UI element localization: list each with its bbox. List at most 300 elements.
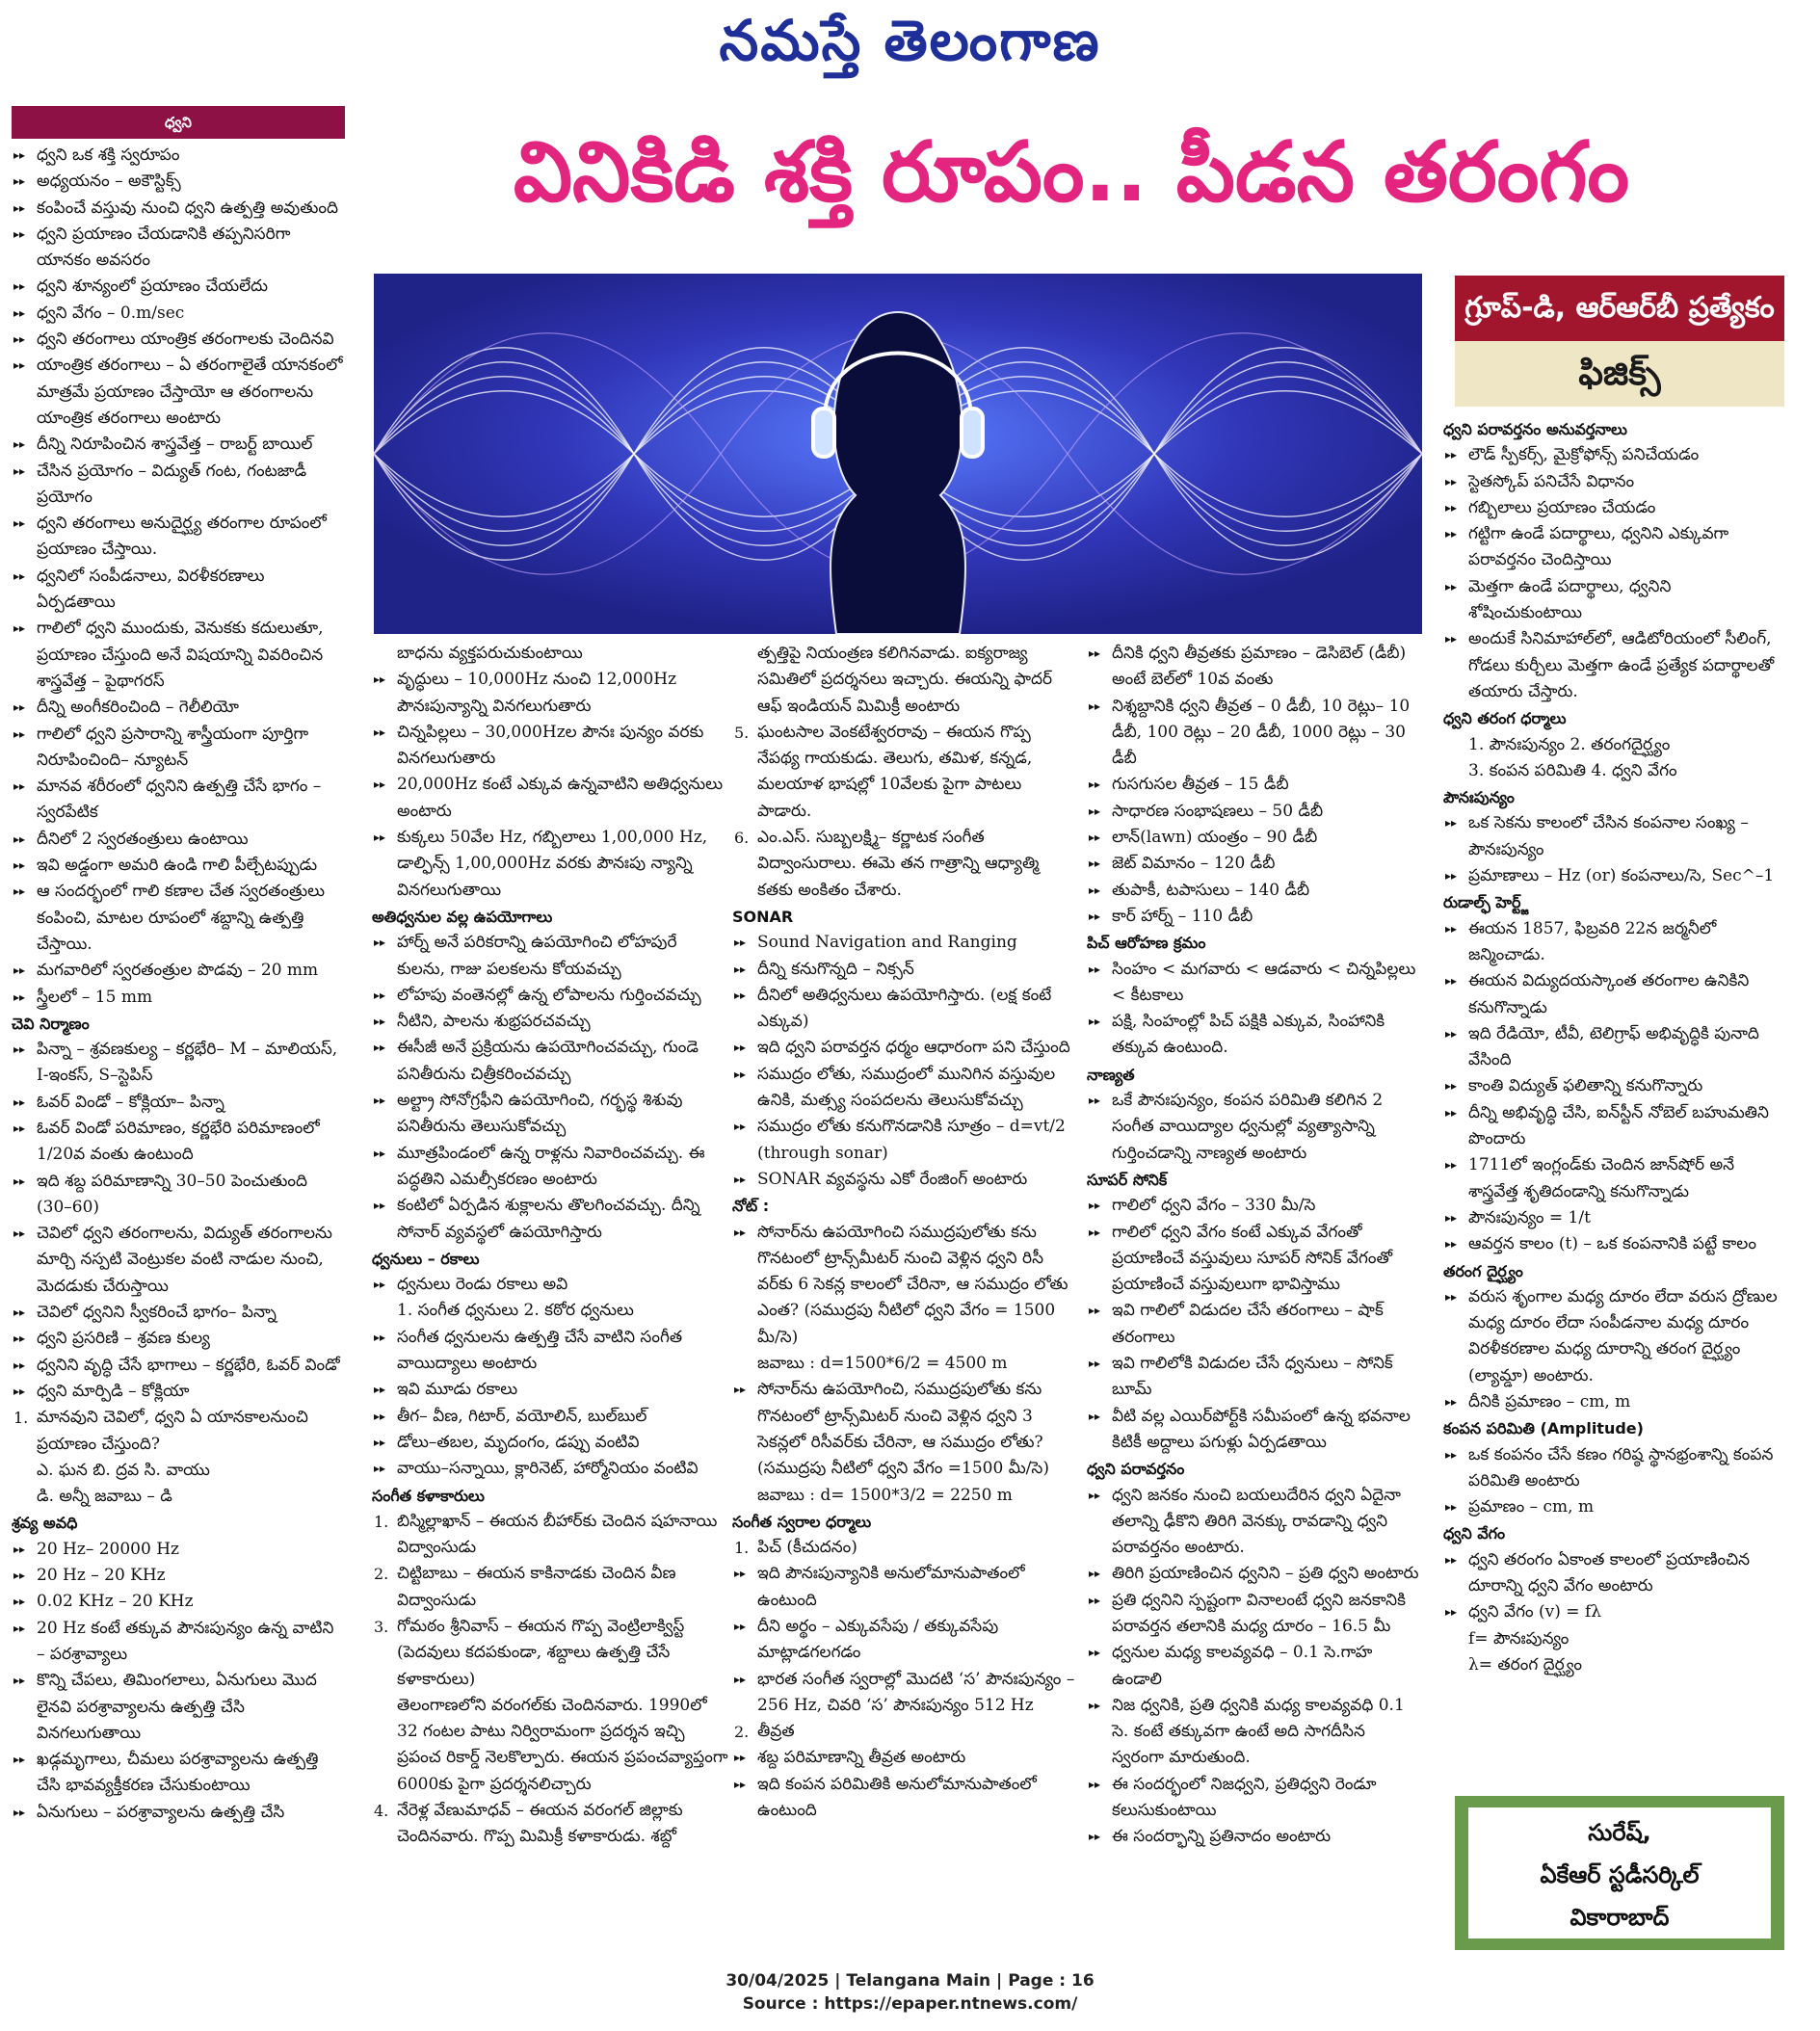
item-text: చిట్టిబాబు – ఈయన కాకినాడకు చెందిన వీణ విద్వాంసుడు — [397, 1564, 676, 1610]
double-chevron-bullet-icon: ▸▸ — [13, 568, 26, 583]
item-text: తీవ్రత — [757, 1722, 795, 1742]
bullet-item — [12, 1169, 345, 1222]
bullet-item — [1087, 799, 1422, 825]
item-text: నీటిని, పాలను శుభ్రపరచవచ్చు — [397, 1012, 591, 1032]
double-chevron-bullet-icon: ▸▸ — [13, 1174, 26, 1188]
double-chevron-bullet-icon: ▸▸ — [1445, 921, 1458, 936]
item-text: ధ్వని వేగం (v) = fλ — [1468, 1602, 1602, 1622]
item-text: గబ్బిలాలు ప్రయాణం చేయడం — [1468, 497, 1656, 517]
double-chevron-bullet-icon: ▸▸ — [1445, 1026, 1458, 1041]
bullet-item — [12, 1300, 345, 1326]
item-text: ఇది కంపన పరిమితికి అనులోమానుపాతంలో ఉంటుంది — [757, 1774, 1037, 1821]
double-chevron-bullet-icon: ▸▸ — [374, 1383, 386, 1397]
bullet-item — [1443, 916, 1784, 969]
bullet-item — [372, 1325, 728, 1378]
item-text: అందుకే సినిమాహాల్‌లో, ఆడిటోరియంలో సీలింగ్‌, గోడలు కుర్చీలు మెత్తగా ఉండే ప్రత్యేక పదార్థాలతో తయారు చేస్తారు. — [1468, 629, 1775, 701]
double-chevron-bullet-icon: ▸▸ — [1089, 778, 1101, 792]
bullet-item — [1443, 574, 1784, 627]
bullet-item — [12, 511, 345, 564]
double-chevron-bullet-icon: ▸▸ — [13, 332, 26, 347]
item-text: ఇది ధ్వని పరావర్తన ధర్మం ఆధారంగా పని చేస్తుంది — [757, 1038, 1070, 1058]
item-text: ఈ సందర్భంలో నిజధ్వని, ప్రతిధ్వని రెండూ కలుసుకుంటాయి — [1112, 1774, 1377, 1821]
item-number: 1. — [13, 1409, 29, 1428]
bullet-item — [732, 1035, 1077, 1061]
bullet-item — [372, 667, 728, 720]
double-chevron-bullet-icon: ▸▸ — [13, 1542, 26, 1556]
double-chevron-bullet-icon: ▸▸ — [1445, 1237, 1458, 1252]
item-text: సముద్రం లోతు, సముద్రంలో మునిగిన వస్తువుల ఉనికి, మత్స్య సంపదలను తెలుసుకోవచ్చు — [757, 1064, 1056, 1111]
double-chevron-bullet-icon: ▸▸ — [734, 1777, 747, 1791]
double-chevron-bullet-icon: ▸▸ — [1089, 1409, 1101, 1423]
bullet-item — [1087, 1404, 1422, 1457]
column-body — [12, 143, 345, 1826]
bullet-item — [12, 353, 345, 432]
column-body — [372, 641, 728, 1851]
bullet-item — [1087, 1298, 1422, 1351]
bullet-item — [1443, 1599, 1784, 1625]
numbered-item — [372, 1561, 728, 1614]
item-text: డోలు–తబల, మృదంగం, డప్పు వంటివి — [397, 1432, 640, 1452]
item-text: యాంత్రిక తరంగాలు – ఏ తరంగాలైతే యానకంలో మాత్రమే ప్రయాణం చేస్తాయో ఆ తరంగాలను యాంత్రిక తరంగాలు అంటారు — [37, 356, 343, 428]
item-text: మెత్తగా ఉండే పదార్థాలు, ధ్వనిని శోషించుకుంటాయి — [1468, 576, 1672, 623]
head-silhouette — [831, 312, 965, 634]
double-chevron-bullet-icon: ▸▸ — [374, 1041, 386, 1055]
double-chevron-bullet-icon: ▸▸ — [374, 1199, 386, 1213]
double-chevron-bullet-icon: ▸▸ — [734, 1619, 747, 1633]
bullet-item — [12, 1668, 345, 1747]
double-chevron-bullet-icon: ▸▸ — [13, 1042, 26, 1057]
bullet-item — [732, 1377, 1077, 1482]
bullet-item — [12, 564, 345, 617]
bullet-item — [12, 853, 345, 879]
item-text: శబ్ద పరిమాణాన్ని తీవ్రత అంటారు — [757, 1748, 966, 1768]
text-column-1 — [12, 106, 345, 1967]
bullet-item — [1443, 1021, 1784, 1074]
bullet-item — [1087, 1588, 1422, 1641]
double-chevron-bullet-icon: ▸▸ — [13, 358, 26, 373]
numbered-item — [732, 1535, 1077, 1561]
column-body — [1443, 416, 1784, 1678]
item-text: వీటి వల్ల ఎయిర్‌పోర్ట్‌కి సమీపంలో ఉన్న భవనాల కిటికీ అద్దాలు పగుళ్లు ఏర్పడతాయి — [1112, 1406, 1411, 1452]
bullet-item — [372, 1009, 728, 1035]
item-number: 4. — [374, 1802, 389, 1821]
bullet-item — [1087, 1640, 1422, 1693]
item-text: ధ్వని శూన్యంలో ప్రయాణం చేయలేదు — [37, 277, 269, 297]
bullet-item — [12, 1221, 345, 1300]
double-chevron-bullet-icon: ▸▸ — [734, 962, 747, 976]
double-chevron-bullet-icon: ▸▸ — [1445, 1158, 1458, 1173]
bullet-item — [372, 772, 728, 825]
item-text: తీగ– వీణ, గిటార్‌, వయోలిన్‌, బుల్‌బుల్‌ — [397, 1406, 647, 1426]
item-text: ఇవి గాలిలోకి విడుదల చేసే ధ్వనులు – సోనిక్‌ బూమ్‌ — [1112, 1354, 1393, 1400]
sound-wave-headphones-photo — [374, 274, 1422, 634]
bullet-item — [12, 879, 345, 958]
double-chevron-bullet-icon: ▸▸ — [734, 1383, 747, 1397]
bullet-item — [1087, 1193, 1422, 1219]
bullet-item — [372, 1404, 728, 1430]
column-body — [1087, 641, 1422, 1851]
item-text: 20,000Hz కంటే ఎక్కువ ఉన్నవాటిని అతిధ్వనులు అంటారు — [397, 775, 724, 821]
double-chevron-bullet-icon: ▸▸ — [374, 1462, 386, 1476]
subject-label: ఫిజిక్స్‌ — [1455, 341, 1784, 407]
item-text: ఈసీజీ అనే ప్రక్రియను ఉపయోగించవచ్చు, గుండె పనితీరును చిత్రీకరించవచ్చు — [397, 1038, 699, 1084]
bullet-item — [1443, 1152, 1784, 1205]
double-chevron-bullet-icon: ▸▸ — [13, 858, 26, 873]
author-org: ఏకేఆర్‌ స్టడీసర్కిల్‌ — [1540, 1861, 1700, 1888]
item-text: దీనిలో 2 స్వరతంత్రులు ఉంటాయి — [37, 829, 249, 849]
double-chevron-bullet-icon: ▸▸ — [1445, 474, 1458, 488]
double-chevron-bullet-icon: ▸▸ — [1089, 699, 1101, 713]
text-line: డి. అన్నీ జవాబు – డి — [37, 1487, 172, 1507]
item-text: ధ్వని తరంగాలు యాంత్రిక తరంగాలకు చెందినవి — [37, 330, 334, 350]
text-line: జవాబు : d=1500*6/2 = 4500 m — [757, 1354, 1008, 1374]
item-text: గాలిలో ధ్వని వేగం – 330 మీ/సె — [1112, 1196, 1316, 1216]
bullet-item — [1087, 641, 1422, 694]
double-chevron-bullet-icon: ▸▸ — [1445, 1105, 1458, 1120]
double-chevron-bullet-icon: ▸▸ — [374, 936, 386, 950]
item-text: ధ్వనులు రెండు రకాలు అవి — [397, 1275, 568, 1295]
double-chevron-bullet-icon: ▸▸ — [734, 1120, 747, 1134]
double-chevron-bullet-icon: ▸▸ — [13, 1674, 26, 1688]
double-chevron-bullet-icon: ▸▸ — [13, 200, 26, 215]
item-text: మగవారిలో స్వరతంత్రుల పొడవు – 20 mm — [37, 961, 319, 981]
item-text: నేరెళ్ల వేణుమాధవ్‌ – ఈయన వరంగల్‌ జిల్లాకు చెందినవారు. గొప్ప మిమిక్రీ కళాకారుడు. శబ్దో — [397, 1801, 683, 1847]
bullet-item — [1087, 904, 1422, 930]
item-text: ఖడ్గమృగాలు, చీమలు పరశ్రావ్యాలను ఉత్పత్తి చేసి భావవ్యక్తీకరణ చేసుకుంటాయి — [37, 1750, 319, 1796]
bullet-item — [12, 274, 345, 300]
bullet-item — [1087, 694, 1422, 773]
item-number: 3. — [374, 1617, 389, 1636]
double-chevron-bullet-icon: ▸▸ — [13, 1121, 26, 1135]
double-chevron-bullet-icon: ▸▸ — [374, 1015, 386, 1029]
double-chevron-bullet-icon: ▸▸ — [1089, 1488, 1101, 1502]
item-text: గుసగుసల తీవ్రత – 15 డీబీ — [1112, 775, 1289, 795]
bullet-item — [1443, 1100, 1784, 1153]
double-chevron-bullet-icon: ▸▸ — [13, 1358, 26, 1372]
double-chevron-bullet-icon: ▸▸ — [1089, 1225, 1101, 1239]
bullet-item — [1443, 1547, 1784, 1600]
bullet-item — [1087, 1772, 1422, 1825]
author-name: సురేష్‌, — [1588, 1819, 1651, 1846]
double-chevron-bullet-icon: ▸▸ — [13, 1621, 26, 1635]
double-chevron-bullet-icon: ▸▸ — [1445, 1605, 1458, 1620]
sound-wave-illustration — [374, 274, 1422, 634]
bullet-item — [1087, 957, 1422, 1010]
bullet-item — [12, 1353, 345, 1379]
bullet-item — [732, 1114, 1077, 1167]
subheading: పిచ్‌ ఆరోహణ క్రమం — [1087, 934, 1206, 953]
item-text: అల్ట్రా సోనోగ్రఫీని ఉపయోగించి, గర్భస్థ శిశువు పనితీరును తెలుసుకోవచ్చు — [397, 1091, 683, 1137]
bullet-item — [12, 827, 345, 853]
item-text: సోనార్‌ను ఉపయోగించి సముద్రపులోతు కను గొనటంలో ట్రాన్స్‌మీటర్‌ నుంచి వెళ్లిన ధ్వని రిసీ వర్‌కు 6 సెకన్ల కాలంలో చేరినా, ఆ సముద్రం లోతు ఎంత? (సముద్రపు నీటిలో ధ్వని వేగం = 1500 మీ/సె) — [757, 1222, 1068, 1347]
bullet-item — [372, 1377, 728, 1403]
double-chevron-bullet-icon: ▸▸ — [1445, 527, 1458, 541]
item-text: ఇది రేడియో, టీవీ, టెలిగ్రాఫ్‌ అభివృద్ధికి పునాది వేసింది — [1468, 1023, 1759, 1070]
bullet-item — [372, 825, 728, 904]
double-chevron-bullet-icon: ▸▸ — [1089, 1094, 1101, 1108]
item-text: ఇది శబ్ద పరిమాణాన్ని 30–50 పెంచుతుంది (30–60) — [37, 1171, 308, 1217]
footer-source: Source : https://epaper.ntnews.com/ — [742, 1994, 1078, 2014]
item-text: ధ్వని జనకం నుంచి బయలుదేరిన ధ్వని ఏదైనా తలాన్ని ఢీకొని తిరిగి వెనక్కు రావడాన్ని ధ్వని పరావర్తనం అంటారు. — [1112, 1485, 1401, 1558]
item-text: ఓవర్‌ విండో – కోక్లియా– పిన్నా — [37, 1092, 224, 1112]
subheading: నాణ్యత — [1087, 1065, 1135, 1084]
double-chevron-bullet-icon: ▸▸ — [1445, 1079, 1458, 1094]
item-text: ధ్వని తరంగాలు అనుదైర్ఘ్య తరంగాల రూపంలో ప్రయాణం చేస్తాయి. — [37, 514, 327, 560]
item-text: గాలిలో ధ్వని ప్రసారాన్ని శాస్త్రీయంగా పూర్తిగా నిరూపించింది– న్యూటన్‌ — [37, 724, 309, 770]
item-text: గాలిలో ధ్వని వేగం కంటే ఎక్కువ వేగంతో ప్రయాణించే వస్తువులు సూపర్‌ సోనిక్‌ వేగంతో ప్రయాణించే వస్తువులుగా భావిస్తాము — [1112, 1222, 1393, 1295]
double-chevron-bullet-icon: ▸▸ — [1089, 1777, 1101, 1791]
bullet-item — [12, 1116, 345, 1169]
item-text: సంగీత ధ్వనులను ఉత్పత్తి చేసే వాటిని సంగీత వాయిద్యాలు అంటారు — [397, 1327, 683, 1374]
double-chevron-bullet-icon: ▸▸ — [13, 884, 26, 899]
double-chevron-bullet-icon: ▸▸ — [374, 1330, 386, 1344]
author-place: వికారాబాద్‌ — [1569, 1904, 1670, 1931]
item-text: కాంతి విద్యుత్‌ ఫలితాన్ని కనుగొన్నారు — [1468, 1076, 1703, 1096]
numbered-item — [372, 1614, 728, 1693]
item-text: ఈ సందర్భాన్ని ప్రతినాదం అంటారు — [1112, 1827, 1332, 1847]
item-text: లాన్‌(lawn) యంత్రం – 90 డీబీ — [1112, 828, 1318, 848]
bullet-item — [12, 432, 345, 458]
subheading: సూపర్‌ సోనిక్‌ — [1087, 1170, 1168, 1189]
item-text: సింహం < మగవారు < ఆడవారు < చిన్నపిల్లలు < కీటకాలు — [1112, 959, 1416, 1005]
item-number: 1. — [374, 1512, 389, 1531]
item-text: ఇవి అడ్డంగా అమరి ఉండి గాలి పీల్చేటప్పుడు — [37, 856, 318, 876]
bullet-item — [1443, 1442, 1784, 1495]
subheading: రుడాల్ఫ్‌ హెర్ట్జ్‌ — [1443, 893, 1529, 912]
subheading: అతిధ్వనుల వల్ల ఉపయోగాలు — [372, 907, 553, 926]
column-body — [732, 641, 1077, 1824]
bullet-item — [12, 1747, 345, 1800]
bullet-item — [12, 327, 345, 353]
item-text: ఒకే పౌనఃపున్యం, కంపన పరిమితి కలిగిన 2 సంగీత వాయిద్యాల ధ్వనుల్లో వ్యత్యాసాన్ని గుర్తించడాన్ని నాణ్యత అంటారు — [1112, 1091, 1384, 1163]
item-text: హార్న్‌ అనే పరికరాన్ని ఉపయోగించి లోహపురే కులను, గాజు పలకలను కోయవచ్చు — [397, 933, 677, 979]
item-text: పౌనఃపున్యం = 1/t — [1468, 1207, 1591, 1227]
item-text: మానవుని చెవిలో, ధ్వని ఏ యానకాలనుంచి ప్రయాణం చేస్తుంది? — [37, 1408, 308, 1454]
footer-date-page: 30/04/2025 | Telangana Main | Page : 16 — [725, 1971, 1095, 1991]
item-text: తిరిగి ప్రయాణించిన ధ్వనిని – ప్రతి ధ్వని అంటారు — [1112, 1564, 1419, 1584]
author-credit — [1468, 1807, 1771, 1939]
bullet-item — [372, 720, 728, 773]
bullet-item — [1087, 1561, 1422, 1587]
text-line: λ= తరంగ దైర్ఘ్యం — [1468, 1654, 1583, 1675]
bullet-item — [12, 1563, 345, 1589]
double-chevron-bullet-icon: ▸▸ — [734, 1225, 747, 1239]
item-text: ఇవి మూడు రకాలు — [397, 1380, 518, 1400]
double-chevron-bullet-icon: ▸▸ — [13, 1569, 26, 1583]
subheading: ధ్వని వేగం — [1443, 1524, 1506, 1543]
item-text: గట్టిగా ఉండే పదార్థాలు, ధ్వనిని ఎక్కువగా పరావర్తనం చెందిస్తాయి — [1468, 524, 1729, 570]
item-text: ధ్వనిని వృద్ధి చేసే భాగాలు – కర్ణభేరి, ఓవర్‌ విండో — [37, 1355, 340, 1375]
double-chevron-bullet-icon: ▸▸ — [1089, 1357, 1101, 1371]
double-chevron-bullet-icon: ▸▸ — [734, 1672, 747, 1686]
item-text: ఏనుగులు – పరశ్రావ్యాలను ఉత్పత్తి చేసి — [37, 1802, 285, 1822]
bullet-item — [1443, 1284, 1784, 1389]
double-chevron-bullet-icon: ▸▸ — [734, 1041, 747, 1055]
item-text: జెట్‌ విమానం – 120 డీబీ — [1112, 854, 1276, 874]
bullet-item — [372, 930, 728, 983]
double-chevron-bullet-icon: ▸▸ — [734, 1172, 747, 1186]
bullet-item — [372, 983, 728, 1009]
double-chevron-bullet-icon: ▸▸ — [1445, 632, 1458, 646]
numbered-item — [732, 1719, 1077, 1745]
text-line: 1. సంగీత ధ్వనులు 2. కఠోర ధ్వనులు — [397, 1301, 634, 1321]
double-chevron-bullet-icon: ▸▸ — [13, 1306, 26, 1320]
subheading: తరంగ దైర్ఘ్యం — [1443, 1261, 1523, 1280]
item-text: అధ్యయనం – అకౌస్టిక్స్‌ — [37, 171, 181, 192]
double-chevron-bullet-icon: ▸▸ — [13, 963, 26, 978]
bullet-item — [12, 1537, 345, 1563]
bullet-item — [732, 930, 1077, 956]
item-text: ధ్వని మార్పిడి – కోక్లియా — [37, 1381, 190, 1401]
bullet-item — [1443, 1073, 1784, 1099]
double-chevron-bullet-icon: ▸▸ — [734, 1067, 747, 1081]
bullet-item — [12, 1037, 345, 1090]
item-text: వరుస శృంగాల మధ్య దూరం లేదా వరుస ద్రోణుల మధ్య దూరం లేదా సంపీడనాల మధ్య దూరం విరళీకరణాల మధ్య దూరాన్ని తరంగ దైర్ఘ్యం (ల్యామ్డా) అంటారు. — [1468, 1286, 1778, 1385]
item-text: ఘంటసాల వెంకటేశ్వరరావు – ఈయన గొప్ప నేపథ్య గాయకుడు. తెలుగు, తమిళ, కన్నడ, మలయాళ భాషల్లో 10వేలకు పైగా పాటలు పాడారు. — [757, 722, 1033, 821]
bullet-item — [1087, 1693, 1422, 1772]
item-number: 2. — [734, 1723, 750, 1742]
bullet-item — [732, 1614, 1077, 1667]
bullet-item — [12, 143, 345, 169]
bullet-item — [1087, 1220, 1422, 1299]
item-text: దీన్ని కనుగొన్నది – నిక్సన్‌ — [757, 959, 914, 979]
subheading: కంపన పరిమితి (Amplitude) — [1443, 1419, 1644, 1438]
double-chevron-bullet-icon: ▸▸ — [13, 989, 26, 1004]
bullet-item — [12, 222, 345, 275]
bullet-item — [372, 1088, 728, 1141]
text-line: f= పౌనఃపున్యం — [1468, 1628, 1569, 1649]
bullet-item — [12, 616, 345, 695]
double-chevron-bullet-icon: ▸▸ — [1445, 1394, 1458, 1409]
bullet-item — [1087, 878, 1422, 904]
bullet-item — [1443, 469, 1784, 495]
double-chevron-bullet-icon: ▸▸ — [13, 1595, 26, 1609]
subheading: ధ్వని పరావర్తనం — [1087, 1460, 1185, 1479]
bullet-item — [12, 459, 345, 512]
item-text: SONAR వ్యవస్థను ఎకో రేంజింగ్‌ అంటారు — [757, 1169, 1028, 1189]
item-text: ఎం.ఎస్‌. సుబ్బలక్ష్మి– కర్ణాటక సంగీత విద్వాంసురాలు. ఈమె తన గాత్రాన్ని ఆధ్యాత్మి కతకు అంకితం చేశారు. — [757, 828, 1040, 900]
text-column-4 — [1087, 641, 1422, 1961]
subheading: SONAR — [732, 907, 794, 926]
double-chevron-bullet-icon: ▸▸ — [13, 516, 26, 531]
item-text: లౌడ్‌ స్పీకర్స్‌, మైక్రోఫోన్స్‌ పనిచేయడం — [1468, 445, 1700, 465]
double-chevron-bullet-icon: ▸▸ — [374, 778, 386, 792]
double-chevron-bullet-icon: ▸▸ — [1089, 1304, 1101, 1318]
double-chevron-bullet-icon: ▸▸ — [13, 1753, 26, 1767]
double-chevron-bullet-icon: ▸▸ — [13, 621, 26, 636]
item-text: 1711లో ఇంగ్లండ్‌కు చెందిన జాన్‌షోర్‌ అనే శాస్త్రవేత్త శృతిదండాన్ని కనుగొన్నాడు — [1468, 1155, 1735, 1201]
item-text: నిజ ధ్వనికి, ప్రతి ధ్వనికి మధ్య కాలవ్యవధి 0.1 సె. కంటే తక్కువగా ఉంటే అది సాగదీసిన స్వరంగా మారుతుంది. — [1112, 1695, 1405, 1768]
subheading: చెవి నిర్మాణం — [12, 1014, 90, 1033]
numbered-item — [12, 1405, 345, 1458]
double-chevron-bullet-icon: ▸▸ — [13, 463, 26, 478]
item-text: ఇది పౌనఃపున్యానికి అనులోమానుపాతంలో ఉంటుంది — [757, 1564, 1025, 1610]
item-text: గాలిలో ధ్వని ముందుకు, వెనుకకు కదులుతూ, ప్రయాణం చేస్తుంది అనే విషయాన్ని వివరించిన శాస్త్రవేత్త – పైథాగరస్‌ — [37, 619, 324, 691]
item-text: ప్రతి ధ్వనిని స్పష్టంగా వినాలంటే ధ్వని జనకానికి పరావర్తన తలానికి మధ్య దూరం – 16.5 మీ — [1112, 1590, 1406, 1636]
double-chevron-bullet-icon: ▸▸ — [374, 1409, 386, 1423]
item-text: దీన్ని నిరూపించిన శాస్త్రవేత్త – రాబర్ట్‌ బాయిల్‌ — [37, 435, 313, 455]
bullet-item — [732, 1772, 1077, 1825]
double-chevron-bullet-icon: ▸▸ — [1445, 869, 1458, 884]
page-footer — [0, 1969, 1820, 2016]
bullet-item — [12, 985, 345, 1011]
item-text: ఓవర్‌ విండో పరిమాణం, కర్ణభేరి పరిమాణంలో 1/20వ వంతు ఉంటుంది — [37, 1118, 320, 1165]
item-text: పక్షి, సింహంల్లో పిచ్‌ పక్షికి ఎక్కువ, సింహానికి తక్కువ ఉంటుంది. — [1112, 1012, 1385, 1058]
text-column-2 — [372, 641, 728, 1961]
double-chevron-bullet-icon: ▸▸ — [13, 779, 26, 794]
item-text: వృద్ధులు – 10,000Hz నుంచి 12,000Hz పౌనఃపున్యాన్ని వినగలుగుతారు — [397, 670, 677, 716]
text-line: తెలంగాణలోని వరంగల్‌కు చెందినవారు. 1990లో 32 గంటల పాటు నిర్విరామంగా ప్రదర్శన ఇచ్చి ప్రపంచ రికార్డ్‌ నెలకొల్పారు. ఈయన ప్రపంచవ్యాప్తంగా 6000కు పైగా ప్రదర్శనలిచ్చారు — [397, 1695, 728, 1794]
numbered-item — [732, 825, 1077, 904]
item-text: ఒక సెకను కాలంలో చేసిన కంపనాల సంఖ్య – పౌనఃపున్యం — [1468, 813, 1749, 859]
item-text: చెవిలో ధ్వని తరంగాలను, విద్యుత్‌ తరంగాలను మార్చి నస్పటి వెంట్రుకల వంటి నాడుల నుంచి, మెదడుకు చేరుస్తాయి — [37, 1224, 332, 1296]
bullet-item — [1443, 863, 1784, 889]
double-chevron-bullet-icon: ▸▸ — [1089, 857, 1101, 871]
item-text: దీన్ని అభివృద్ధి చేసి, ఐన్‌స్టీన్‌ నోబెల్‌ బహుమతిని పొందారు — [1468, 1102, 1769, 1149]
item-text: ఈయన విద్యుదయస్కాంత తరంగాల ఉనికిని కనుగొన్నాడు — [1468, 971, 1750, 1017]
bullet-item — [1087, 851, 1422, 877]
item-number: 1. — [734, 1539, 750, 1558]
text-line: 3. కంపన పరిమితి 4. ధ్వని వేగం — [1468, 760, 1677, 780]
item-text: ప్రమాణాలు – Hz (or) కంపనాలు/సె, Sec^–1 — [1468, 866, 1775, 886]
double-chevron-bullet-icon: ▸▸ — [13, 437, 26, 452]
item-text: 20 Hz కంటే తక్కువ పౌనఃపున్యం ఉన్న వాటిని – పరశ్రావ్యాలు — [37, 1618, 334, 1664]
item-text: దీనికి ధ్వని తీవ్రతకు ప్రమాణం – డెసిబెల్‌ (డీబీ) అంటే బెల్‌లో 10వ వంతు — [1112, 644, 1407, 690]
bullet-item — [372, 1430, 728, 1456]
item-text: తుపాకీ, టపాసులు – 140 డీబీ — [1112, 880, 1310, 900]
bullet-item — [1443, 495, 1784, 521]
subheading: సంగీత కళాకారులు — [372, 1486, 485, 1505]
double-chevron-bullet-icon: ▸▸ — [374, 1146, 386, 1160]
bullet-item — [12, 169, 345, 195]
bullet-item — [732, 1745, 1077, 1771]
subheading: సంగీత స్వరాల ధర్మాలు — [732, 1512, 872, 1531]
double-chevron-bullet-icon: ▸▸ — [734, 936, 747, 950]
bullet-item — [12, 695, 345, 721]
section-title: ధ్వని — [12, 106, 345, 139]
double-chevron-bullet-icon: ▸▸ — [1445, 1500, 1458, 1515]
bullet-item — [1087, 1088, 1422, 1167]
bullet-item — [372, 1272, 728, 1298]
bullet-item — [1443, 1494, 1784, 1520]
item-text: ధ్వనుల మధ్య కాలవ్యవధి – 0.1 సె.గాహ ఉండాలి — [1112, 1643, 1373, 1689]
item-text: దీనిలో అతిధ్వనులు ఉపయోగిస్తారు. (లక్ష కంటే ఎక్కువ) — [757, 985, 1052, 1032]
item-text: బిస్మిల్లాఖాన్‌ – ఈయన బీహార్‌కు చెందిన షహనాయి విద్వాంసుడు — [397, 1511, 718, 1558]
bullet-item — [12, 196, 345, 222]
double-chevron-bullet-icon: ▸▸ — [1445, 1289, 1458, 1304]
subheading: ధ్వనులు – రకాలు — [372, 1249, 480, 1268]
bullet-item — [1087, 1824, 1422, 1850]
double-chevron-bullet-icon: ▸▸ — [1089, 1698, 1101, 1712]
double-chevron-bullet-icon: ▸▸ — [1445, 579, 1458, 593]
bullet-item — [1443, 521, 1784, 574]
bullet-item — [732, 957, 1077, 983]
double-chevron-bullet-icon: ▸▸ — [734, 988, 747, 1002]
item-text: మూత్రపిండంలో ఉన్న రాళ్లను నివారించవచ్చు. ఈ పద్ధతిని ఎమల్సీకరణం అంటారు — [397, 1143, 705, 1189]
bullet-item — [12, 722, 345, 775]
double-chevron-bullet-icon: ▸▸ — [1089, 1646, 1101, 1660]
double-chevron-bullet-icon: ▸▸ — [13, 1227, 26, 1241]
item-text: వాయు–సన్నాయి, క్లారినెట్‌, హార్మోనియం వంటివి — [397, 1459, 699, 1479]
double-chevron-bullet-icon: ▸▸ — [1445, 448, 1458, 462]
bullet-item — [1443, 1231, 1784, 1257]
subheading: నోట్‌ : — [732, 1197, 770, 1216]
double-chevron-bullet-icon: ▸▸ — [374, 988, 386, 1002]
item-text: ఒక కంపనం చేసే కణం గరిష్ఠ స్థానభ్రంశాన్ని కంపన పరిమితి అంటారు — [1468, 1444, 1774, 1490]
item-text: దీనికి ప్రమాణం – cm, m — [1468, 1391, 1631, 1411]
item-text: చెవిలో ధ్వనిని స్వీకరించే భాగం– పిన్నా — [37, 1303, 277, 1323]
newspaper-masthead: నమస్తే తెలంగాణ — [719, 8, 1101, 73]
